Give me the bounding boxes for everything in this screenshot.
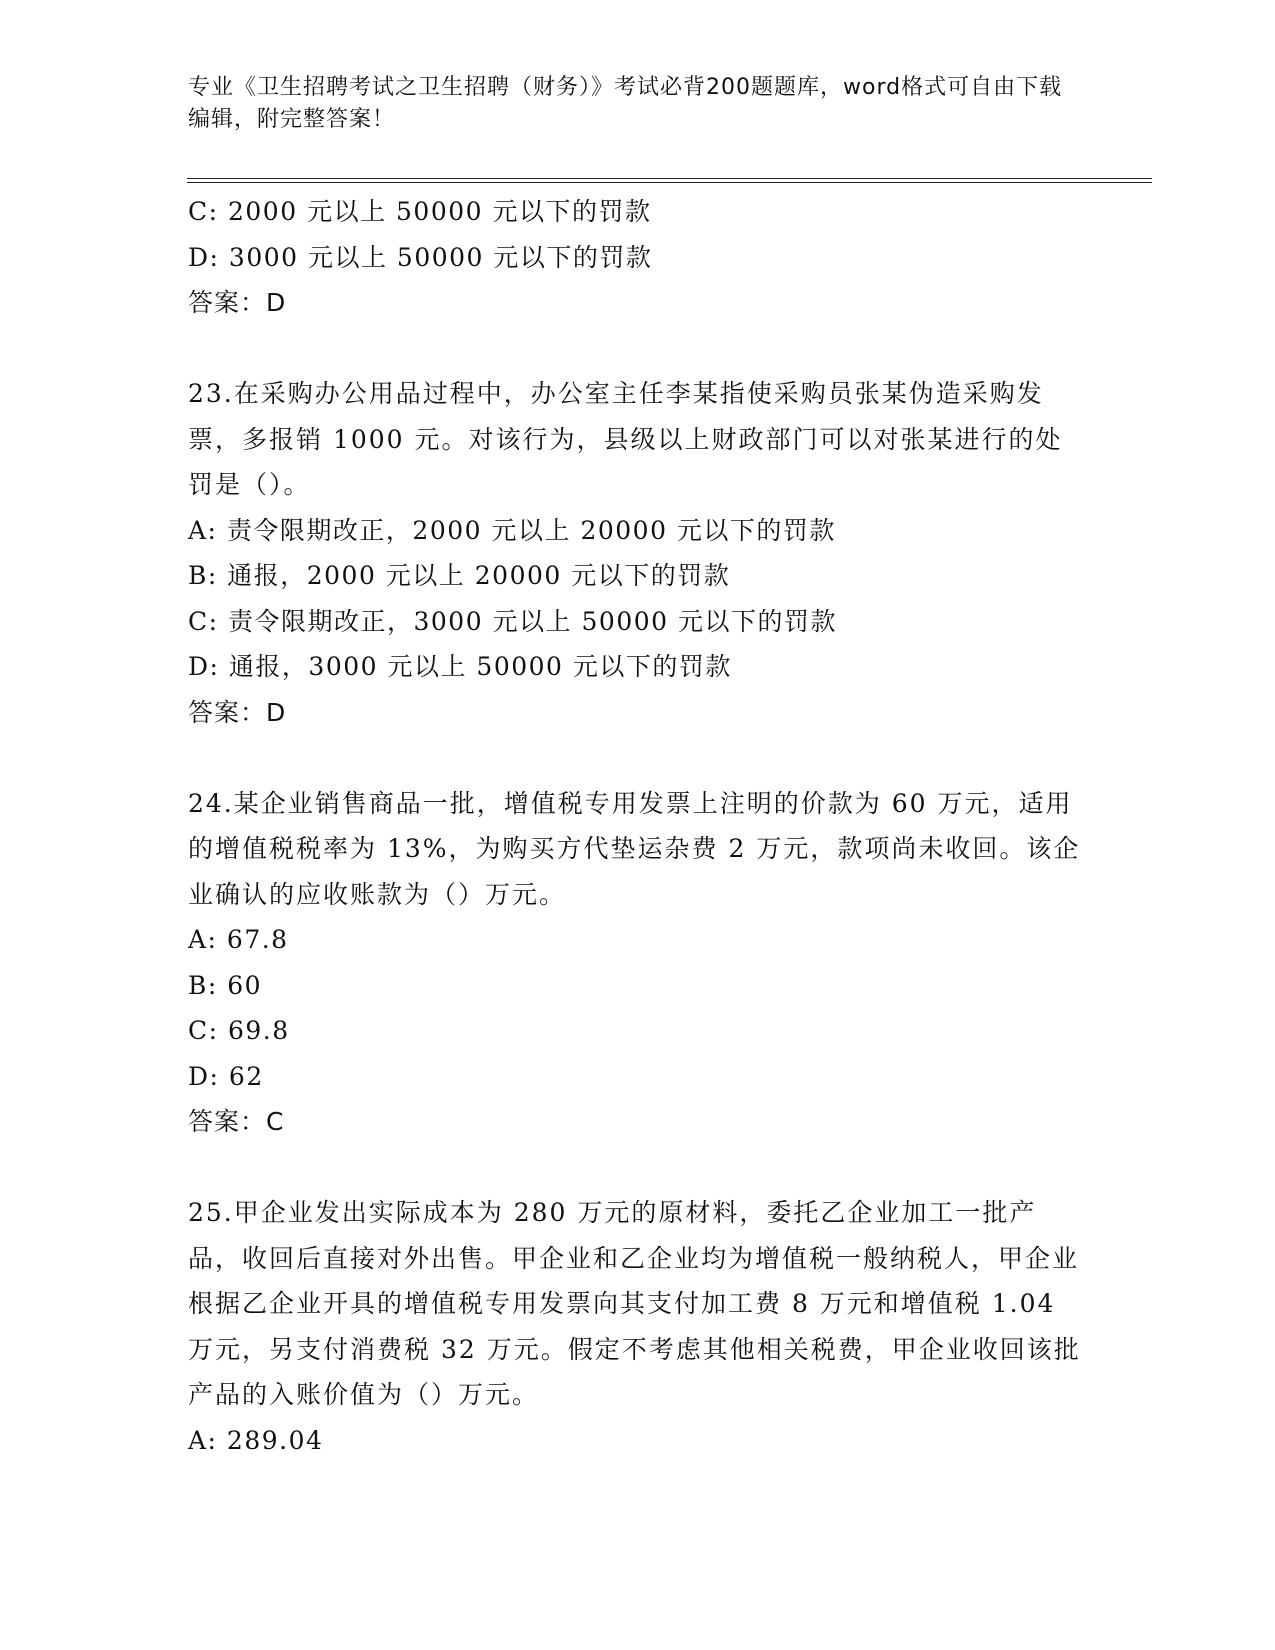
option-b: B: 通报，2000 元以上 20000 元以下的罚款 xyxy=(188,561,731,590)
answer: 答案：D xyxy=(188,288,287,317)
question-text: 23.在采购办公用品过程中，办公室主任李某指使采购员张某伪造采购发票，多报销 1000 元。对该行为，县级以上财政部门可以对张某进行的处罚是（）。 xyxy=(188,379,1063,499)
header-divider-double xyxy=(187,182,1152,183)
question-25 xyxy=(188,1190,1088,1463)
option-c: C: 2000 元以上 50000 元以下的罚款 xyxy=(188,197,652,226)
spacer xyxy=(188,326,1088,372)
option-c: C: 69.8 xyxy=(188,1016,290,1045)
spacer xyxy=(188,1145,1088,1191)
option-c: C: 责令限期改正，3000 元以上 50000 元以下的罚款 xyxy=(188,606,837,636)
option-d: D: 3000 元以上 50000 元以下的罚款 xyxy=(188,242,653,272)
option-a: A: 责令限期改正，2000 元以上 20000 元以下的罚款 xyxy=(188,515,836,545)
question-24 xyxy=(188,781,1088,1145)
answer: 答案：D xyxy=(188,697,287,727)
document-body xyxy=(188,189,1088,1463)
question-22-tail xyxy=(188,189,1088,326)
option-a: A: 289.04 xyxy=(188,1425,324,1455)
question-text: 25.甲企业发出实际成本为 280 万元的原材料，委托乙企业加工一批产品，收回后直接对外出售。甲企业和乙企业均为增值税一般纳税人，甲企业根据乙企业开具的增值税专用发票向其支付加工费 8 万元和增值税 1.04 万元，另支付消费税 32 万元。假定不考虑其他相关税费，甲企业收回该批产品的入账价值为（）万元。 xyxy=(188,1198,1081,1409)
option-a: A: 67.8 xyxy=(188,925,289,954)
option-d: D: 62 xyxy=(188,1061,264,1091)
question-text: 24.某企业销售商品一批，增值税专用发票上注明的价款为 60 万元，适用的增值税税率为 13%，为购买方代垫运杂费 2 万元，款项尚未收回。该企业确认的应收账款为（）万元。 xyxy=(188,788,1081,909)
header-divider xyxy=(187,178,1152,179)
option-d: D: 通报，3000 元以上 50000 元以下的罚款 xyxy=(188,652,732,681)
question-23 xyxy=(188,371,1088,735)
document-header: 专业《卫生招聘考试之卫生招聘（财务）》考试必背200题题库，word格式可自由下载编辑，附完整答案！ xyxy=(188,75,1063,132)
option-b: B: 60 xyxy=(188,970,263,1000)
spacer xyxy=(188,735,1088,781)
answer: 答案：C xyxy=(188,1107,285,1136)
